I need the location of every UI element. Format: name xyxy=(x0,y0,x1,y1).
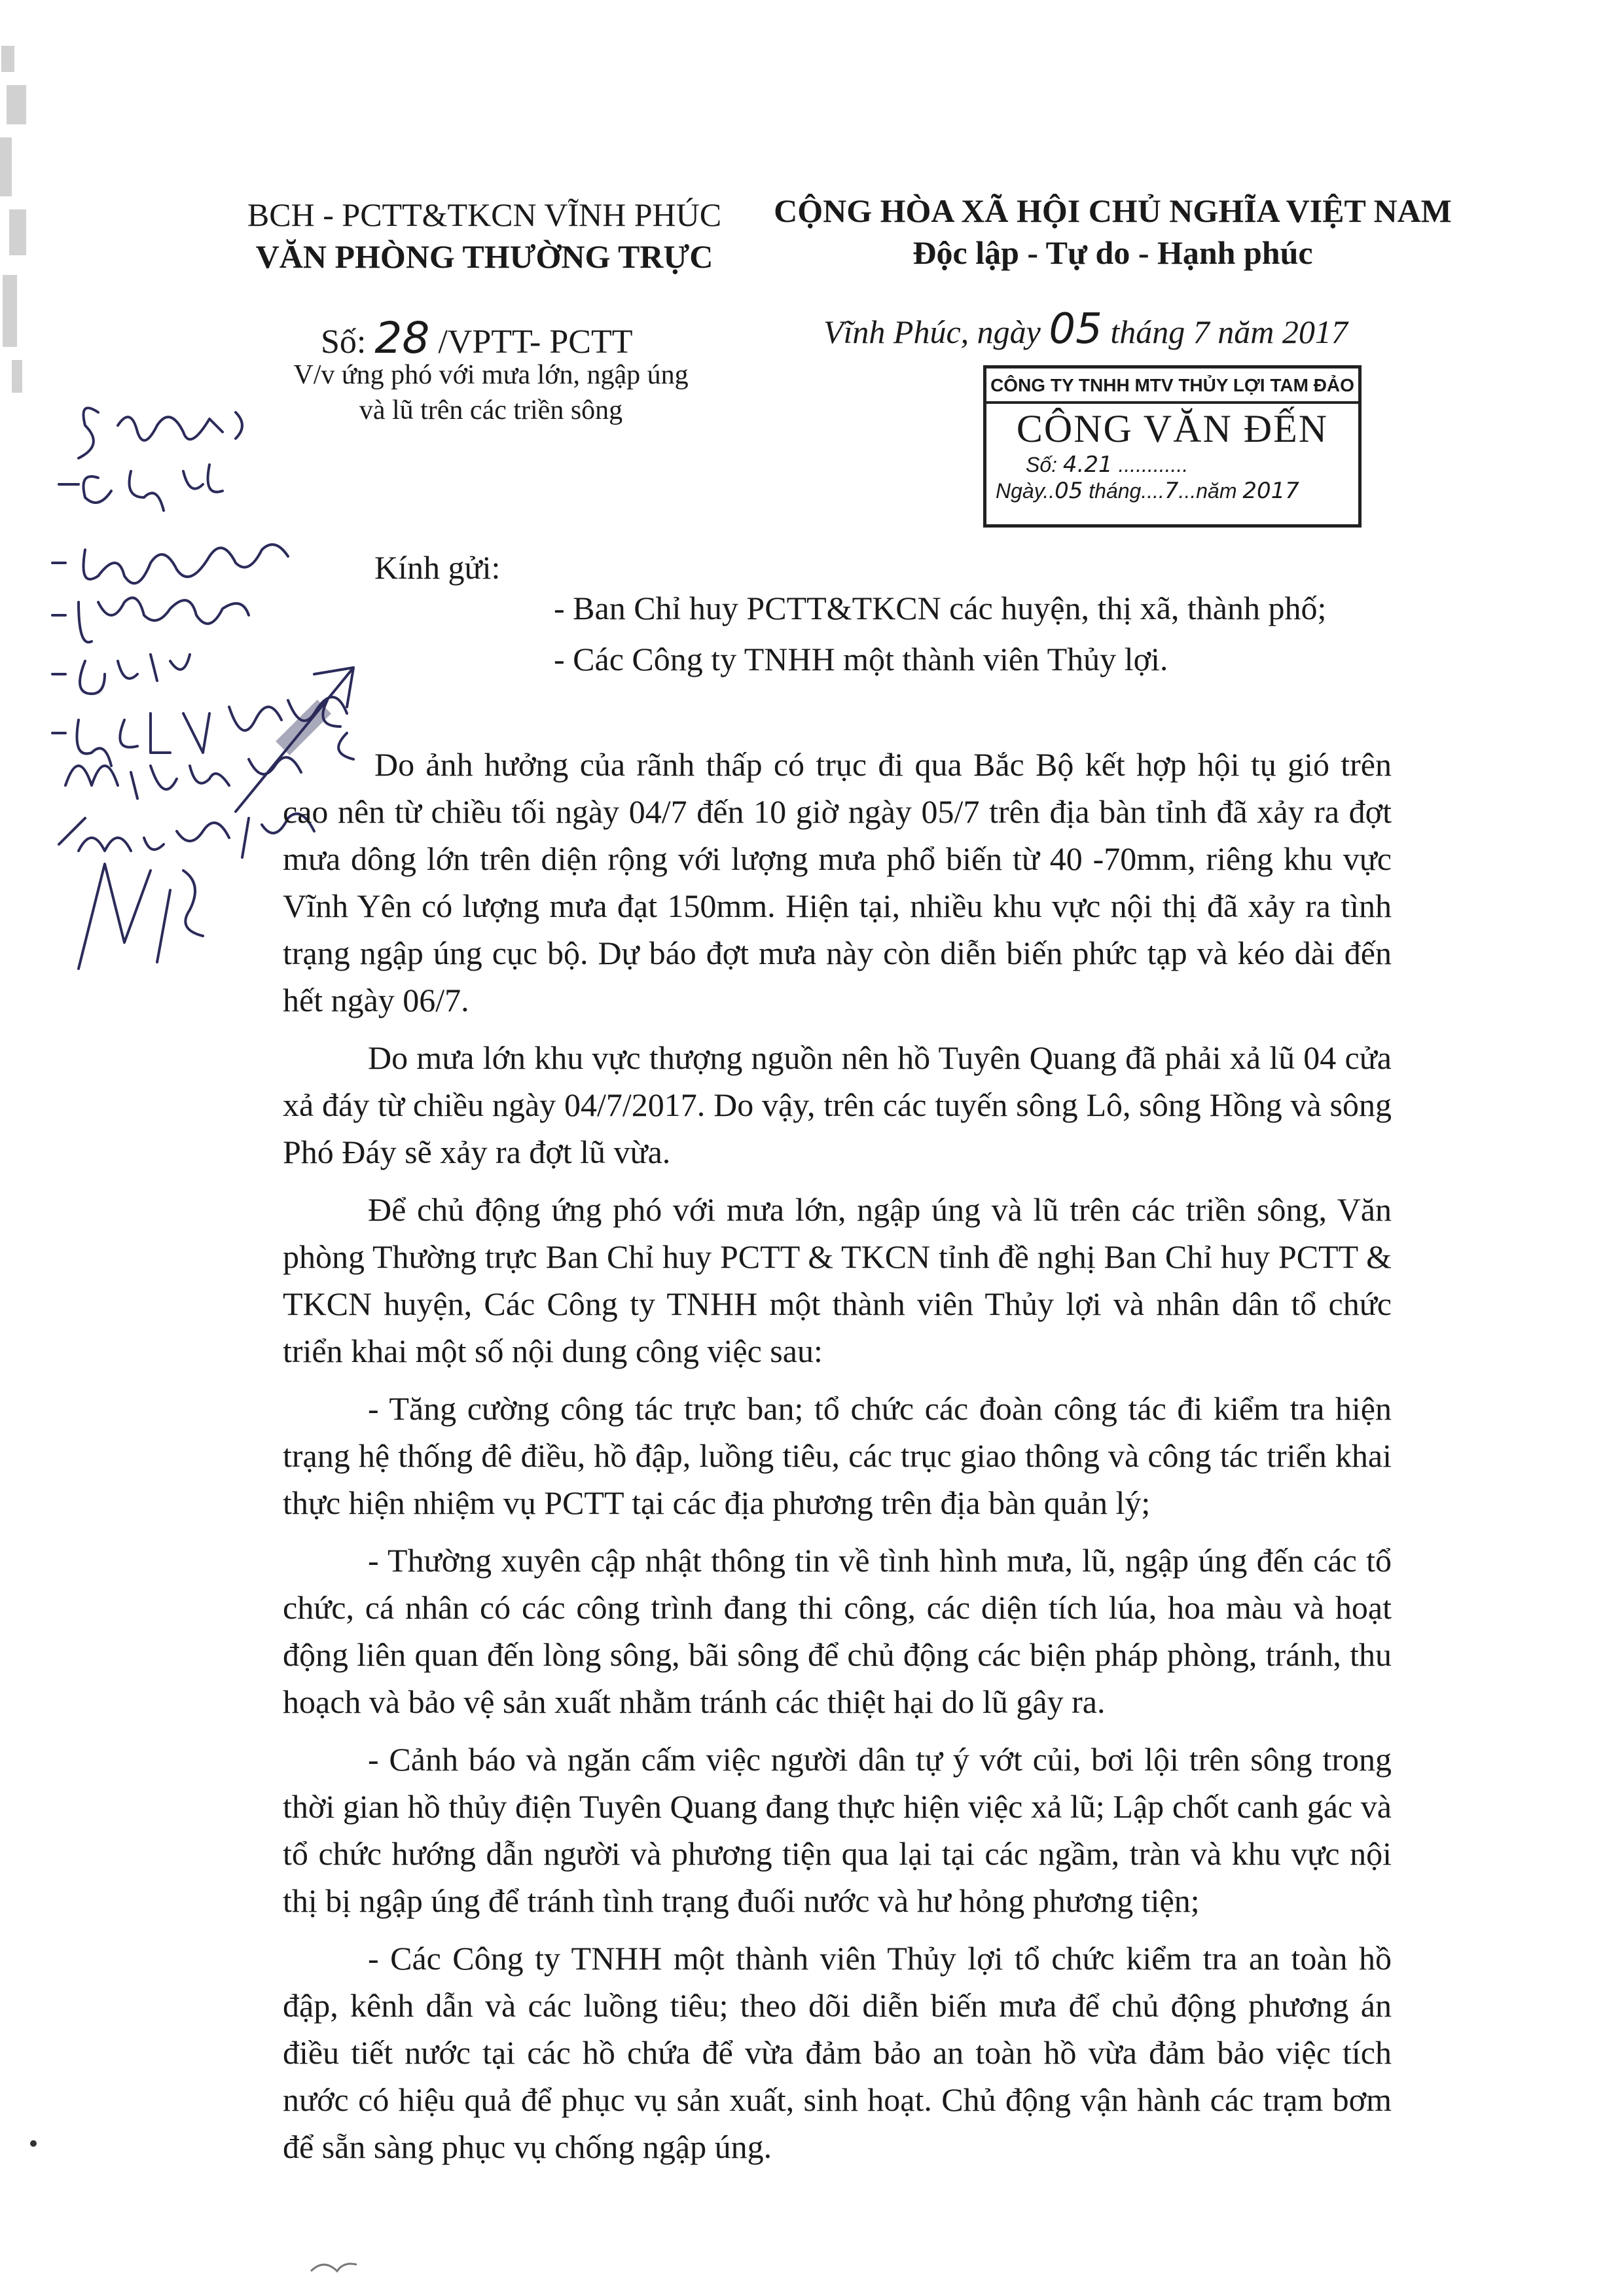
scan-speck xyxy=(30,2140,37,2147)
document-number xyxy=(321,313,632,363)
org-name-line2: VĂN PHÒNG THƯỜNG TRỰC xyxy=(255,238,713,275)
body-paragraph: - Thường xuyên cập nhật thông tin về tình hình mưa, lũ, ngập úng đến các tổ chức, cá nhân có các công trình đang thi công, các diện tích lúa, hoa màu và hoạt động liên quan đến lòng sông, bãi sông để chủ động các biện pháp phòng, tránh, thu hoạch và bảo vệ sản xuất nhằm tránh các thiệt hại do lũ gây ra. xyxy=(283,1542,1392,1720)
org-header xyxy=(236,194,733,278)
date-month: 7 xyxy=(1193,314,1210,350)
received-stamp xyxy=(983,365,1362,528)
stamp-date-line: Ngày..05 tháng....7...năm 2017 xyxy=(996,478,1299,504)
stamp-month-label: tháng xyxy=(1089,479,1142,503)
scan-mark xyxy=(308,2251,360,2278)
body-paragraph: Do ảnh hưởng của rãnh thấp có trục đi qua Bắc Bộ kết hợp hội tụ gió trên cao nên từ chiều tối ngày 04/7 đến 10 giờ ngày 05/7 trên địa bàn tỉnh đã xảy ra đợt mưa dông lớn trên diện rộng với lượng mưa phổ biến từ 40 -70mm, riêng khu vực Vĩnh Yên có lượng mưa đạt 150mm. Hiện tại, nhiều khu vực nội thị đã xảy ra tình trạng ngập úng cục bộ. Dự báo đợt mưa này còn diễn biến phức tạp và kéo dài đến hết ngày 06/7. xyxy=(283,746,1392,1018)
nation-title: CỘNG HÒA XÃ HỘI CHỦ NGHĨA VIỆT NAM xyxy=(774,192,1452,229)
stamp-day-value: 05 xyxy=(1055,478,1083,504)
body-paragraph: Do mưa lớn khu vực thượng nguồn nên hồ Tuyên Quang đã phải xả lũ 04 cửa xả đáy từ chiều ngày 04/7/2017. Do vậy, trên các tuyến sông Lô, sông Hồng và sông Phó Đáy sẽ xảy ra đợt lũ vừa. xyxy=(283,1039,1392,1170)
body-paragraph: - Cảnh báo và ngăn cấm việc người dân tự ý vớt củi, bơi lội trên sông trong thời gian hồ thủy điện Tuyên Quang đang thực hiện việc xả lũ; Lập chốt canh gác và tổ chức hướng dẫn người và phương tiện qua lại tại các ngầm, tràn và khu vực nội thị bị ngập úng để tránh tình trạng đuối nước và hư hỏng phương tiện; xyxy=(283,1741,1392,1919)
nation-header xyxy=(753,190,1473,274)
scan-noise xyxy=(0,39,39,406)
stamp-month-value: 7 xyxy=(1164,478,1179,504)
stamp-year-value: 2017 xyxy=(1242,478,1299,504)
body-paragraph: Để chủ động ứng phó với mưa lớn, ngập úng và lũ trên các triền sông, Văn phòng Thường trực Ban Chỉ huy PCTT & TKCN tỉnh đề nghị Ban Chỉ huy PCTT & TKCN huyện, Các Công ty TNHH một thành viên Thủy lợi và nhân dân tổ chức triển khai một số nội dung công việc sau: xyxy=(283,1191,1392,1369)
doc-number-prefix: Số: xyxy=(321,323,367,361)
recipient-item: - Các Công ty TNHH một thành viên Thủy lợi. xyxy=(554,641,1168,677)
org-name-line1: BCH - PCTT&TKCN VĨNH PHÚC xyxy=(247,196,722,233)
body-paragraph: - Tăng cường công tác trực ban; tổ chức các đoàn công tác đi kiểm tra hiện trạng hệ thống đê điều, hồ đập, luồng tiêu, các trục giao thông và công tác triển khai thực hiện nhiệm vụ PCTT tại các địa phương trên địa bàn quản lý; xyxy=(283,1390,1392,1521)
subject-line1: V/v ứng phó với mưa lớn, ngập úng xyxy=(293,360,689,390)
nation-motto: Độc lập - Tự do - Hạnh phúc xyxy=(912,234,1313,271)
stamp-title: CÔNG VĂN ĐẾN xyxy=(1016,407,1329,450)
recipients-list xyxy=(554,583,1326,685)
date-month-label: tháng xyxy=(1110,314,1185,350)
stamp-number-value: 4.21 xyxy=(1062,452,1113,478)
doc-number-suffix: /VPTT- PCTT xyxy=(438,323,633,361)
subject-line2: và lũ trên các triền sông xyxy=(359,395,623,425)
recipient-item: - Ban Chỉ huy PCTT&TKCN các huyện, thị xã, thành phố; xyxy=(554,590,1327,626)
stamp-day-label: Ngày xyxy=(996,479,1043,503)
date-day: 05 xyxy=(1049,305,1102,353)
date-place: Vĩnh Phúc, ngày xyxy=(823,314,1041,350)
date-year: năm 2017 xyxy=(1218,314,1348,350)
stamp-number-label: Số: xyxy=(1026,453,1058,476)
doc-number-value: 28 xyxy=(374,313,430,363)
stamp-company: CÔNG TY TNHH MTV THỦY LỢI TAM ĐẢO xyxy=(986,368,1358,404)
stamp-year-label: năm xyxy=(1196,479,1237,503)
stamp-number-line: Số: 4.21 ............ xyxy=(1026,452,1189,478)
body-paragraph: - Các Công ty TNHH một thành viên Thủy lợi tổ chức kiểm tra an toàn hồ đập, kênh dẫn và các luồng tiêu; theo dõi diễn biến mưa để chủ động phương án điều tiết nước tại các hồ chứa để vừa đảm bảo an toàn hồ vừa đảm bảo việc tích nước có hiệu quả để phục vụ sản xuất, sinh hoạt. Chủ động vận hành các trạm bơm để sẵn sàng phục vụ chống ngập úng. xyxy=(283,1940,1392,2165)
date-line xyxy=(823,305,1348,353)
document-body xyxy=(283,741,1392,2181)
recipients-label: Kính gửi: xyxy=(374,549,501,586)
